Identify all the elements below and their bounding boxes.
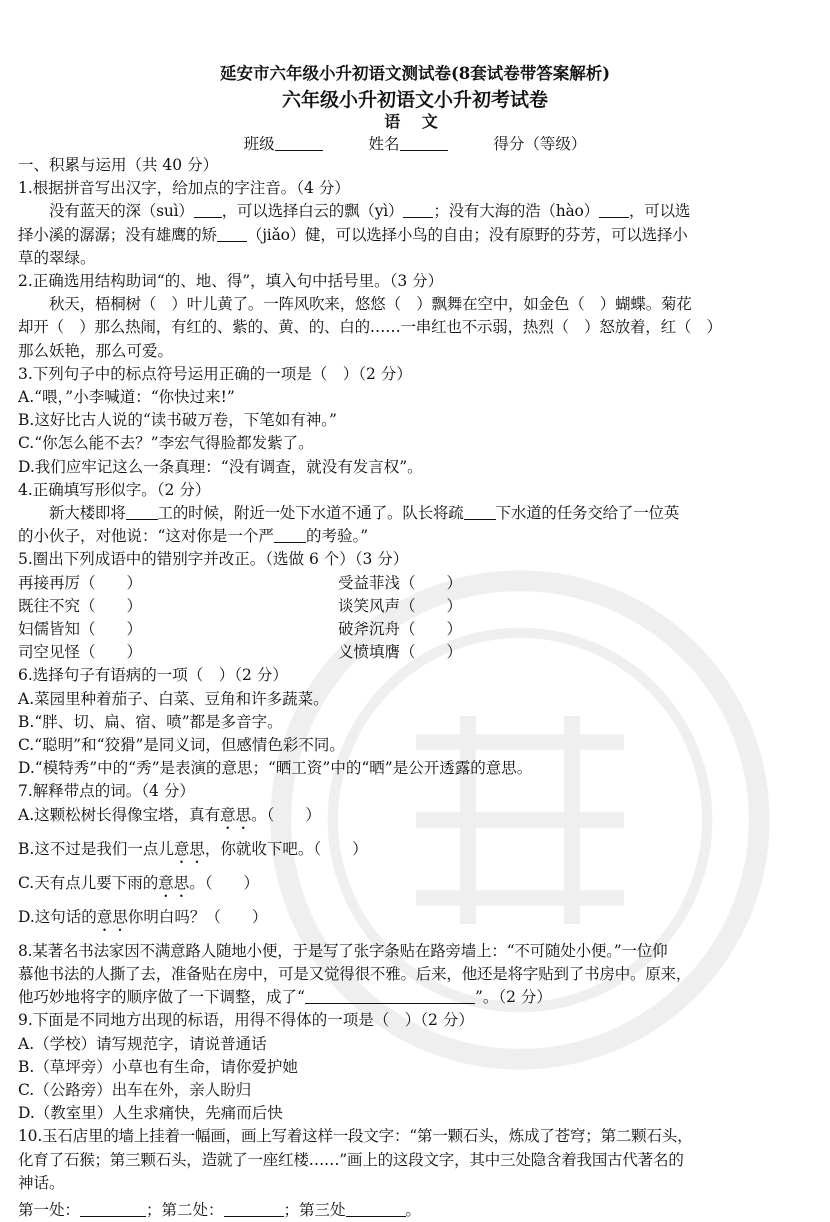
answer-blank[interactable] [599,201,629,218]
question-1-stem: 1.根据拼音写出汉字，给加点的字注音。（4 分） [18,179,350,198]
question-2-line: 秋天，梧桐树（ ）叶儿黄了。一阵风吹来，悠悠（ ）飘舞在空中，如金色（ ）蝴蝶。菊花 [49,295,692,314]
question-8-line: 他巧妙地将字的顺序做了一下调整，成了“ ”。（2 分） [18,988,552,1007]
option-a: A.（学校）请写规范字，请说普通话 [18,1034,267,1053]
question-3-stem: 3.下列句子中的标点符号运用正确的一项是（ ）（2 分） [18,364,412,383]
idiom-item: 受益菲浅（ ） [338,573,463,592]
question-1-line: 没有蓝天的深（suì） ，可以选择白云的飘（yì） ；没有大海的浩（hào） ，可以选 [49,202,691,221]
question-6-stem: 6.选择句子有语病的一项（ ）（2 分） [18,666,288,685]
idiom-grid [18,572,813,665]
option-c: C.“聪明”和“狡猾”是同义词，但感情色彩不同。 [18,736,345,755]
option-d: D.（教室里）人生求痛快，先痛而后快 [18,1104,283,1123]
page-main-title: 延安市六年级小升初语文测试卷(8套试卷带答案解析) [219,64,611,83]
idiom-item: 司空见怪（ ） [18,643,143,662]
idiom-column-left [18,572,338,665]
subject-label: 语 文 [384,112,446,131]
question-10-line: 10.玉石店里的墙上挂着一幅画，画上写着这样一段文字：“第一颗石头，炼成了苍穹；第二颗石头， [18,1127,693,1146]
option-a: A.“喂，”小李喊道：“你快过来!” [18,388,235,407]
option-a: A.这颗松树长得像宝塔，真有意思。（ ） [18,805,321,824]
option-c: C.（公路旁）出车在外，亲人盼归 [18,1080,252,1099]
question-7-stem: 7.解释带点的词。（4 分） [18,782,195,801]
question-8-line: 慕他书法的人撕了去，准备贴在房中，可是又觉得很不雅。后来，他还是将字贴到了书房中。原来， [18,964,692,983]
name-label: 姓名 [368,135,400,153]
option-a: A.菜园里种着茄子、白菜、豆角和许多蔬菜。 [18,689,329,708]
answer-blank[interactable] [274,526,306,543]
exam-content [18,154,813,1222]
idiom-item: 破斧沉舟（ ） [338,620,463,639]
option-b: B.（草坪旁）小草也有生命，请你爱护她 [18,1057,298,1076]
answer-blank[interactable] [224,1200,284,1217]
answer-blank[interactable] [217,225,247,242]
answer-blank[interactable] [403,201,433,218]
score-label: 得分（等级） [493,135,587,153]
class-blank[interactable] [275,134,323,151]
answer-blank[interactable] [194,201,222,218]
question-10-line: 化育了石猴；第三颗石头，造就了一座红楼……”画上的这段文字，其中三处隐含着我国古代著名的 [18,1150,684,1169]
class-label: 班级 [243,135,275,153]
dotted-word: 意思 [173,839,205,858]
question-10-answers: 第一处： ；第二处： ；第三处 。 [18,1200,422,1219]
exam-title: 六年级小升初语文小升初考试卷 [281,89,548,111]
option-d: D.“模特秀”中的“秀”是表演的意思；“晒工资”中的“晒”是公开透露的意思。 [18,759,533,778]
question-4-line: 的小伙子，对他说：“这对你是一个严 的考验。” [18,527,369,546]
question-8-line: 8.某著名书法家因不满意路人随地小便，于是写了张字条贴在路旁墙上：“不可随处小便。”一位仰 [18,941,668,960]
option-c: C.天有点儿要下雨的意思。（ ） [18,873,260,892]
dotted-word: 意思 [220,805,252,824]
question-1-line: 择小溪的潺潺；没有雄鹰的矫 （jiǎo）健，可以选择小鸟的自由；没有原野的芬芳，可以选择小 [18,225,688,244]
answer-blank[interactable] [464,503,496,520]
student-info-row [0,133,830,155]
idiom-item: 妇儒皆知（ ） [18,620,143,639]
question-10-line: 神话。 [18,1173,65,1192]
question-2-stem: 2.正确选用结构助词“的、地、得”，填入句中括号里。（3 分） [18,272,444,291]
question-1-line: 草的翠绿。 [18,248,96,267]
idiom-column-right [338,572,658,665]
question-2-line: 却开（ ）那么热闹，有红的、紫的、黄、的、白的……一串红也不示弱，热烈（ ）怒放着，红（ ） [18,318,722,337]
idiom-item: 既往不究（ ） [18,596,143,615]
question-4-line: 新大楼即将 工的时候，附近一处下水道不通了。队长将疏 下水道的任务交给了一位英 [49,504,680,523]
answer-blank[interactable] [346,1200,406,1217]
option-c: C.“你怎么能不去？”李宏气得脸都发紫了。 [18,434,314,453]
option-b: B.“胖、切、扁、宿、喷”都是多音字。 [18,712,283,731]
option-d: D.我们应牢记这么一条真理：“没有调查，就没有发言权”。 [18,457,423,476]
idiom-item: 谈笑风声（ ） [338,596,463,615]
idiom-item: 再接再厉（ ） [18,573,143,592]
idiom-item: 义愤填膺（ ） [338,643,463,662]
question-2-line: 那么妖艳，那么可爱。 [18,341,174,360]
answer-blank[interactable] [305,987,475,1004]
dotted-word: 意思 [96,907,128,926]
answer-blank[interactable] [80,1200,146,1217]
question-7-options [18,804,813,935]
question-4-stem: 4.正确填写形似字。（2 分） [18,480,211,499]
option-b: B.这好比古人说的“读书破万卷，下笔如有神。” [18,411,337,430]
dotted-word: 意思 [158,873,190,892]
answer-blank[interactable] [126,503,158,520]
option-b: B.这不过是我们一点儿意思，你就收下吧。（ ） [18,839,368,858]
name-blank[interactable] [400,134,448,151]
section-title: 一、积累与运用（共 40 分） [18,156,219,174]
question-9-stem: 9.下面是不同地方出现的标语，用得不得体的一项是（ ）（2 分） [18,1011,474,1030]
option-d: D.这句话的意思你明白吗？（ ） [18,907,268,926]
question-5-stem: 5.圈出下列成语中的错别字并改正。（选做 6 个）（3 分） [18,550,409,569]
